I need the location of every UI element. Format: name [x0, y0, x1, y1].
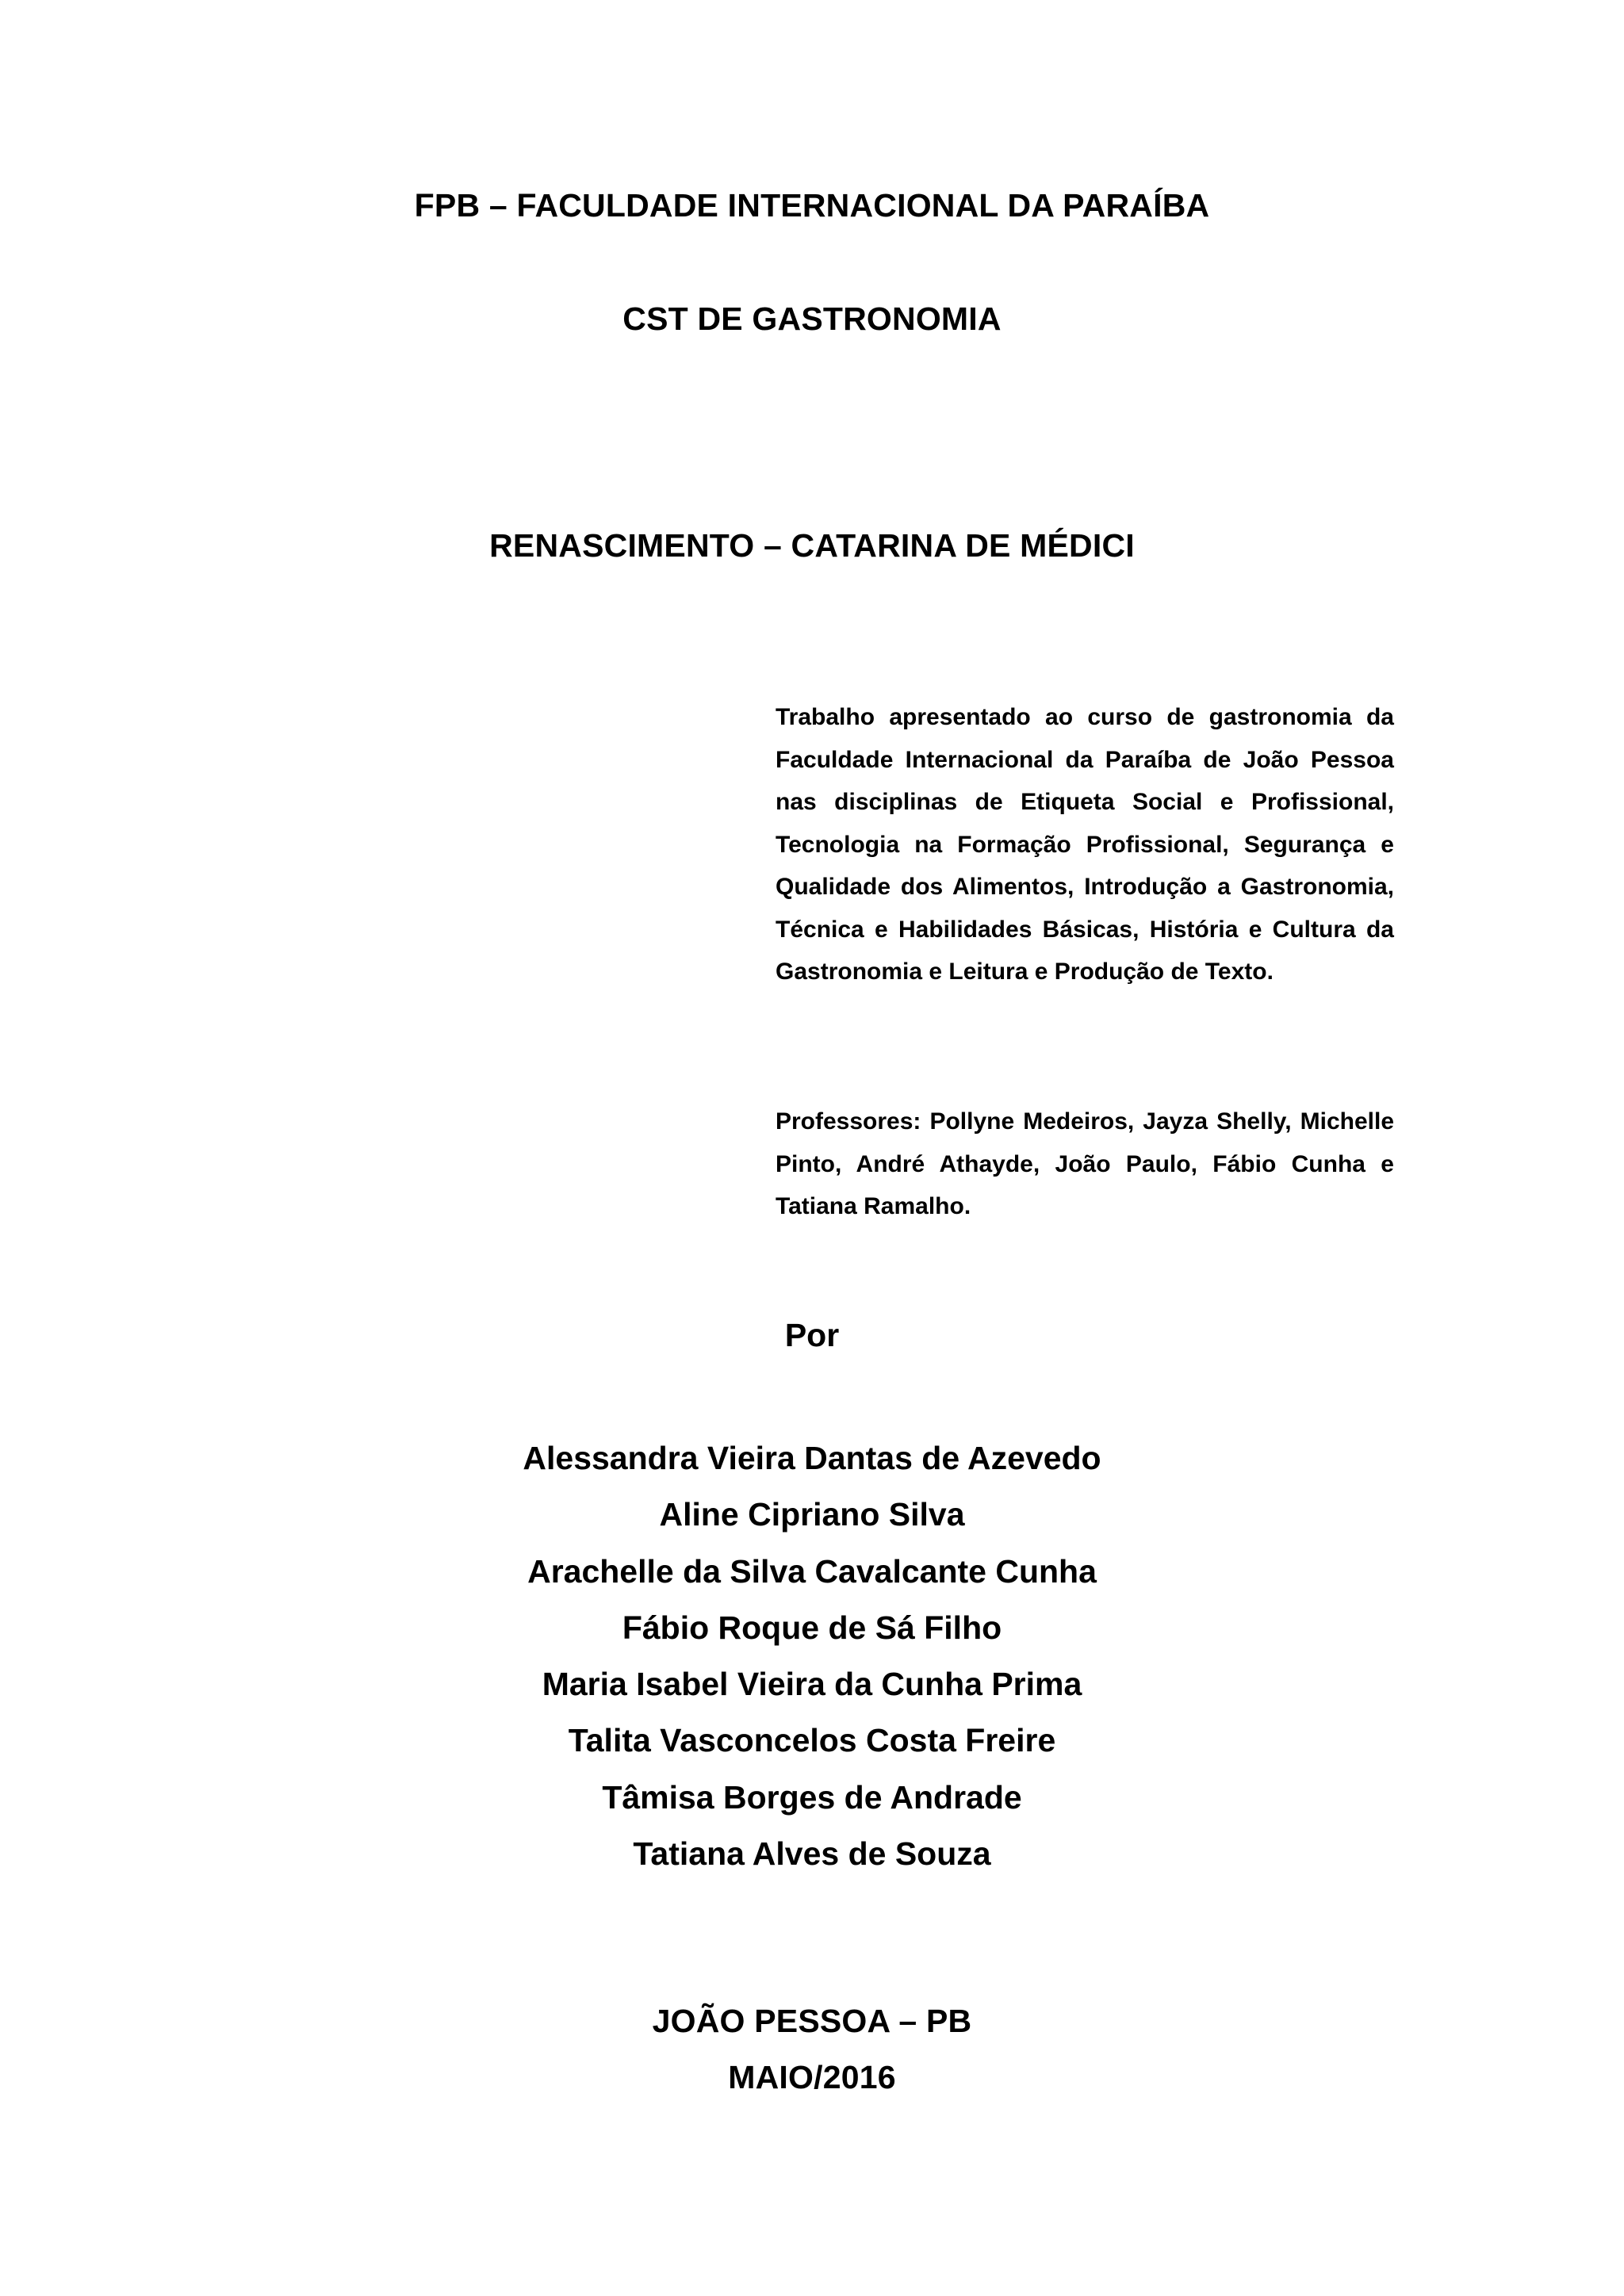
author-name: Aline Cipriano Silva [659, 1496, 965, 1533]
description-text: Trabalho apresentado ao curso de gastronomia da Faculdade Internacional da Paraíba de João Pessoa nas disciplinas de Etiqueta Social e Profissional, Tecnologia na Formação Profissional, Segurança e Qualidade dos Alimentos, Introdução a Gastronomia, Técnica e Habilidades Básicas, História e Cultura da Gastronomia e Leitura e Produção de Texto. [776, 704, 1394, 985]
author-name: Fábio Roque de Sá Filho [622, 1609, 1002, 1646]
course-name: CST DE GASTRONOMIA [622, 300, 1002, 337]
author-name: Maria Isabel Vieira da Cunha Prima [542, 1666, 1082, 1703]
publication-date: MAIO/2016 [728, 2059, 896, 2095]
author-name: Talita Vasconcelos Costa Freire [568, 1722, 1056, 1759]
authors-list [0, 1430, 1624, 1882]
work-description [776, 696, 1394, 993]
author-name: Alessandra Vieira Dantas de Azevedo [523, 1440, 1101, 1476]
city-location: JOÃO PESSOA – PB [652, 2003, 972, 2039]
professors-list [776, 1077, 1394, 1252]
author-name: Tâmisa Borges de Andrade [602, 1778, 1022, 1816]
institution-name: FPB – FACULDADE INTERNACIONAL DA PARAÍBA [414, 187, 1210, 224]
by-label: Por [784, 1317, 840, 1353]
work-title: RENASCIMENTO – CATARINA DE MÉDICI [489, 527, 1135, 564]
author-name: Arachelle da Silva Cavalcante Cunha [527, 1552, 1097, 1590]
professors-text: Professores: Pollyne Medeiros, Jayza Shelly, Michelle Pinto, André Athayde, João Paulo, Fábio Cunha e Tatiana Ramalho. [776, 1108, 1394, 1219]
author-name: Tatiana Alves de Souza [633, 1835, 991, 1873]
